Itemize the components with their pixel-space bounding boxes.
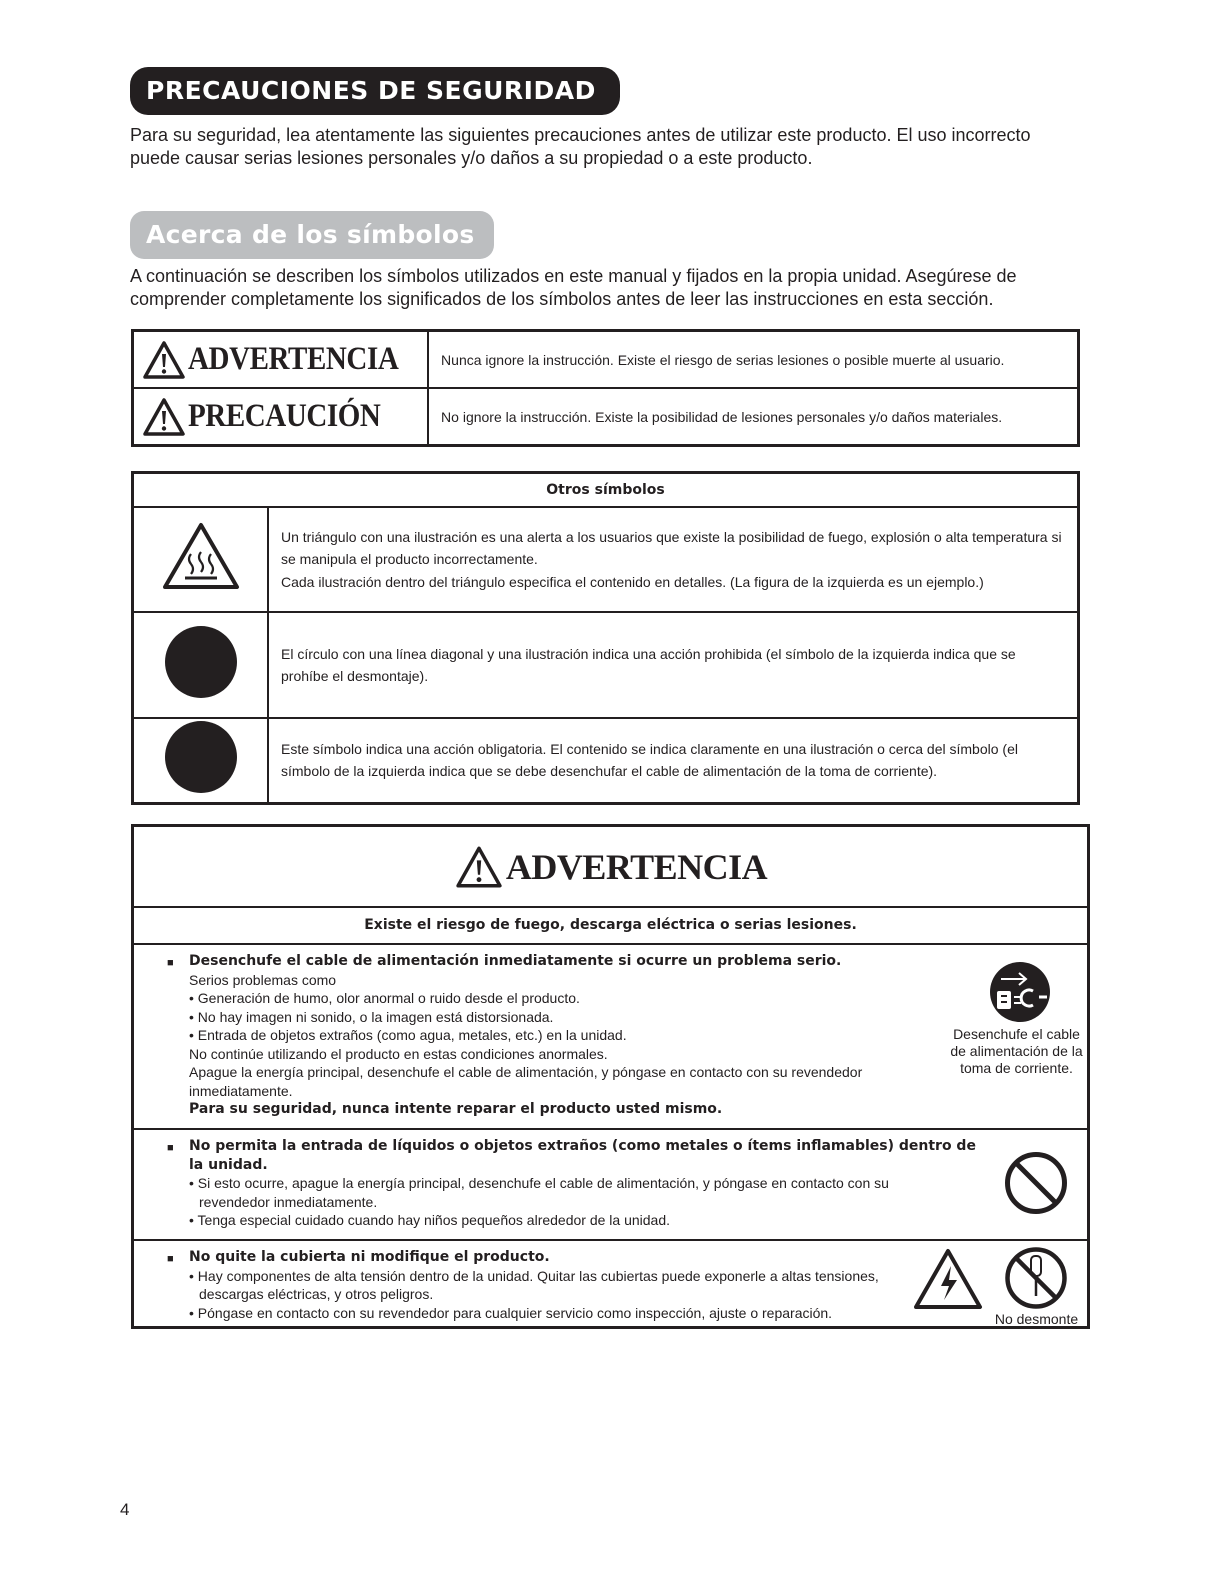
other-symbol-row [133,507,1079,612]
caution-triangle-icon [142,397,186,437]
warning-box-subtitle: Existe el riesgo de fuego, descarga eléctrica o serias lesiones. [134,908,1087,945]
section-body [189,952,914,1119]
other-symbol-row [133,612,1079,718]
prohibited-icon [1004,1151,1068,1215]
warning-label: ADVERTENCIA [188,341,399,377]
warning-section [134,945,1087,1130]
section-bullet: ■ [167,957,174,969]
warning-label-cell [133,331,429,389]
warning-row [133,331,1079,389]
high-voltage-icon [913,1248,983,1310]
section-line: • Hay componentes de alta tensión dentro de la unidad. Quitar las cubiertas puede exponerle a altas tensiones, descargas eléctricas, y otros peligros. [189,1267,879,1302]
section-line: No continúe utilizando el producto en estas condiciones anormales. [189,1045,608,1062]
section-line: • No hay imagen ni sonido, o la imagen está distorsionada. [189,1008,554,1025]
intro-paragraph: Para su seguridad, lea atentamente las siguientes precauciones antes de utilizar este producto. El uso incorrecto puede causar serias lesiones personales y/o daños a su propiedad o a este producto. [130,125,1031,168]
caution-label: PRECAUCIÓN [188,398,381,434]
section-line: • Generación de humo, olor anormal o ruido desde el producto. [189,990,580,1006]
other-symbol-row [133,718,1079,803]
section-line: Apague la energía principal, desenchufe el cable de alimentación, y póngase en contacto con su revendedor inmediatamente. [189,1064,863,1099]
symbols-intro: A continuación se describen los símbolos utilizados en este manual y fijados en la propia unidad. Asegúrese de comprender completamente los significados de los símbolos antes de leer las instrucciones en esta sección. [130,266,1017,309]
section-body [189,1137,979,1230]
other-symbol-description: El círculo con una línea diagonal y una ilustración indica una acción prohibida (el símbolo de la izquierda indica que se prohíbe el desmontaje). [268,612,1079,718]
symbols-title: Acerca de los símbolos [130,211,494,259]
caution-label-cell [133,388,429,446]
section-line: • Entrada de objetos extraños (como agua, metales, etc.) en la unidad. [189,1027,627,1043]
unplug-icon [989,961,1051,1023]
other-symbol-icon-cell [133,507,269,612]
signal-words-table [131,329,1080,447]
warning-box-header [134,827,1087,908]
section-heading: No quite la cubierta ni modifique el producto. [189,1249,550,1265]
section-footer: Para su seguridad, nunca intente reparar el producto usted mismo. [189,1101,723,1117]
warning-section [134,1241,1087,1333]
other-symbol-description: Este símbolo indica una acción obligatoria. El contenido se indica claramente en una ilustración o cerca del símbolo (el símbolo de la izquierda indica que se debe desenchufar el cable de alimentación de la toma de corriente). [268,718,1079,803]
other-symbol-description: Un triángulo con una ilustración es una alerta a los usuarios que existe la posibilidad de fuego, explosión o alta temperatura si se manipula el producto incorrectamente. Cada ilustración dentro del triángulo especifica el contenido en detalles. (La figura de la izquierda es un ejemplo.) [268,507,1079,612]
warning-box [131,824,1090,1329]
other-symbols-header: Otros símbolos [133,473,1079,508]
no-disassembly-icon [1004,1246,1068,1310]
section-heading: Desenchufe el cable de alimentación inmediatamente si ocurre un problema serio. [189,953,842,969]
section-heading: No permita la entrada de líquidos o objetos extraños (como metales o ítems inflamables) dentro de la unidad. [189,1138,976,1173]
warning-description: Nunca ignore la instrucción. Existe el riesgo de serias lesiones o posible muerte al usuario. [428,331,1078,389]
other-symbols-table [131,471,1080,805]
section-line: • Si esto ocurre, apague la energía principal, desenchufe el cable de alimentación, y póngase en contacto con su revendedor inmediatamente. [189,1175,889,1210]
warning-triangle-icon [142,340,186,380]
warning-triangle-icon [454,845,504,889]
other-symbol-icon-cell [133,718,269,803]
section-bullet: ■ [167,1253,174,1265]
section-bullet: ■ [167,1142,174,1154]
caution-description: No ignore la instrucción. Existe la posibilidad de lesiones personales y/o daños materiales. [428,388,1078,446]
section-line: • Póngase en contacto con su revendedor para cualquier servicio como inspección, ajuste o reparación. [189,1304,833,1321]
section-body [189,1248,909,1322]
other-symbol-icon-cell [133,612,269,718]
unplug-caption: Desenchufe el cable de alimentación de la toma de corriente. [950,1026,1083,1076]
warning-box-title: ADVERTENCIA [505,846,768,887]
hot-surface-triangle-icon [161,521,241,591]
mandatory-circle-icon [163,719,239,795]
caution-row [133,388,1079,446]
section-line: Serios problemas como [189,971,337,988]
warning-section [134,1130,1087,1241]
no-disassembly-caption: No desmonte [994,1311,1079,1327]
section-title: PRECAUCIONES DE SEGURIDAD [130,67,620,115]
page-number: 4 [120,1500,130,1519]
section-line: • Tenga especial cuidado cuando hay niños pequeños alrededor de la unidad. [189,1212,671,1228]
prohibited-circle-icon [163,624,239,700]
